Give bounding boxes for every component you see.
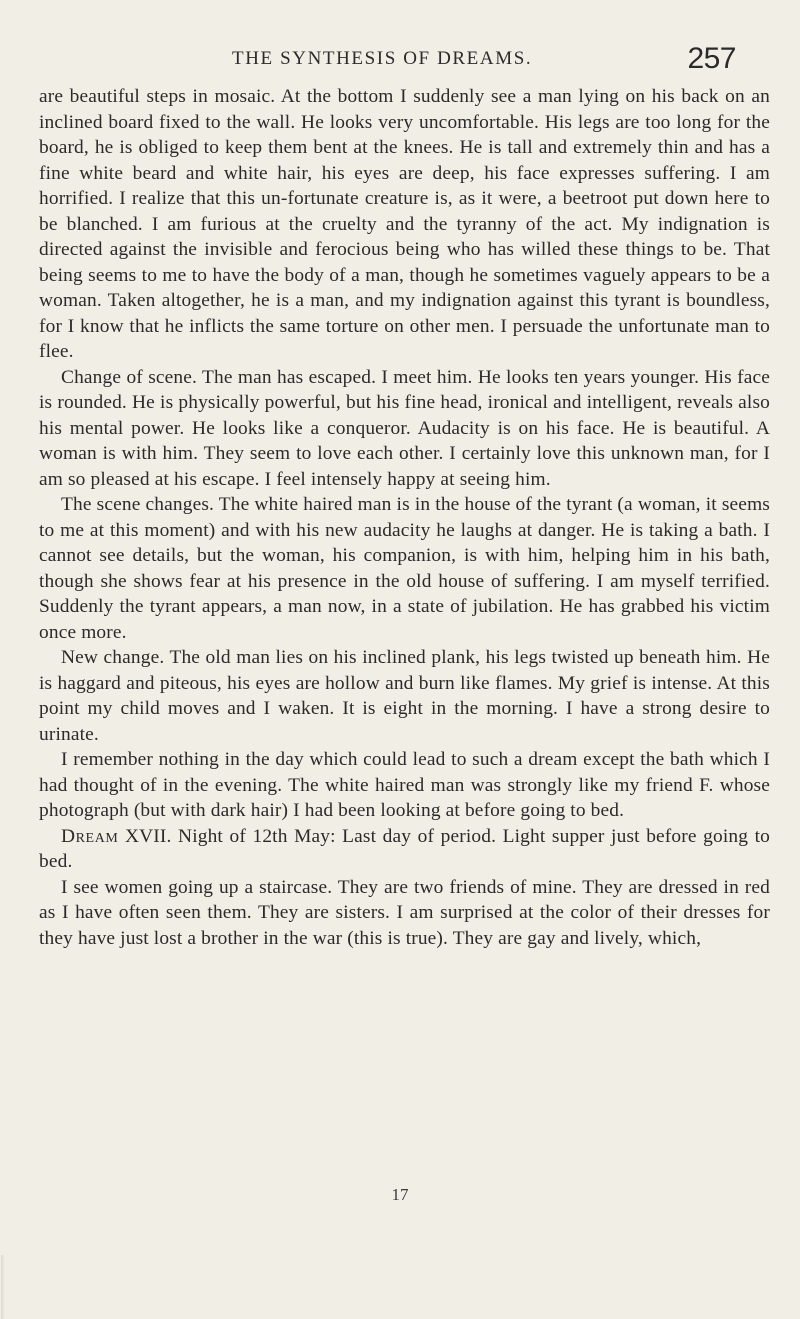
paragraph-new-change: New change. The old man lies on his inclined plank, his legs twisted up beneath him. He is haggard and piteous, his eyes are hollow and burn like flames. My grief is intense. At this point my child moves and I waken. It is eight in the morning. I have a strong desire to urinate. xyxy=(39,647,770,745)
margin-shadow xyxy=(1,1255,4,1319)
paragraph-women-staircase: I see women going up a staircase. They are two friends of mine. They are dressed in red as I have often seen them. They are sisters. I am surprised at the color of their dresses for they have just lost a brother in the war (this is true). They are gay and lively, which, xyxy=(39,876,770,949)
paragraph-remember: I remember nothing in the day which could lead to such a dream except the bath which I had thought of in the evening. The white haired man was strongly like my friend F. whose photograph (but with dark hair) I had been looking at before going to bed. xyxy=(39,749,770,821)
paragraph-change-of-scene: Change of scene. The man has escaped. I meet him. He looks ten years younger. His face is rounded. He is physically powerful, but his fine head, ironical and intelligent, reveals also his mental power. He looks like a conqueror. Audacity is on his face. He is beautiful. A woman is with him. They seem to love each other. I certainly love this unknown man, for I am so pleased at his escape. I feel intensely happy at seeing him. xyxy=(39,366,770,490)
page-header xyxy=(200,42,740,82)
dream-heading-text: XVII. Night of 12th May: Last day of period. Light supper just before going to bed. xyxy=(39,825,770,872)
running-head: THE SYNTHESIS OF DREAMS. xyxy=(232,48,533,69)
signature-mark: 17 xyxy=(391,1185,409,1204)
paragraph-scene-changes: The scene changes. The white haired man is in the house of the tyrant (a woman, it seems to me at this moment) and with his new audacity he laughs at danger. He is taking a bath. I cannot see details, but the woman, his companion, is with him, helping him in his bath, though she shows fear at his presence in the old house of suffering. I am myself terrified. Suddenly the tyrant appears, a man now, in a state of jubilation. He has grabbed his victim once more. xyxy=(39,494,770,643)
paragraph-continuation: are beautiful steps in mosaic. At the bottom I suddenly see a man lying on his back on an inclined board fixed to the wall. He looks very uncomfortable. His legs are too long for the board, he is obliged to keep them bent at the knees. He is tall and extremely thin and has a fine white beard and white hair, his eyes are deep, his face expresses suffering. I am horrified. I realize that this un-fortunate creature is, as it were, a beetroot put down here to be blanched. I am furious at the cruelty and the tyranny of the act. My indignation is directed against the invisible and ferocious being who has willed these things to be. That being seems to me to have the body of a man, though he sometimes vaguely appears to be a woman. Taken altogether, he is a man, and my indignation against this tyrant is boundless, for I know that he inflicts the same torture on other men. I persuade the unfortunate man to flee. xyxy=(39,86,770,362)
dream-heading-paragraph xyxy=(39,824,770,875)
dream-label: Dream xyxy=(61,825,119,847)
body-text xyxy=(39,84,770,951)
page-number: 257 xyxy=(687,42,736,75)
